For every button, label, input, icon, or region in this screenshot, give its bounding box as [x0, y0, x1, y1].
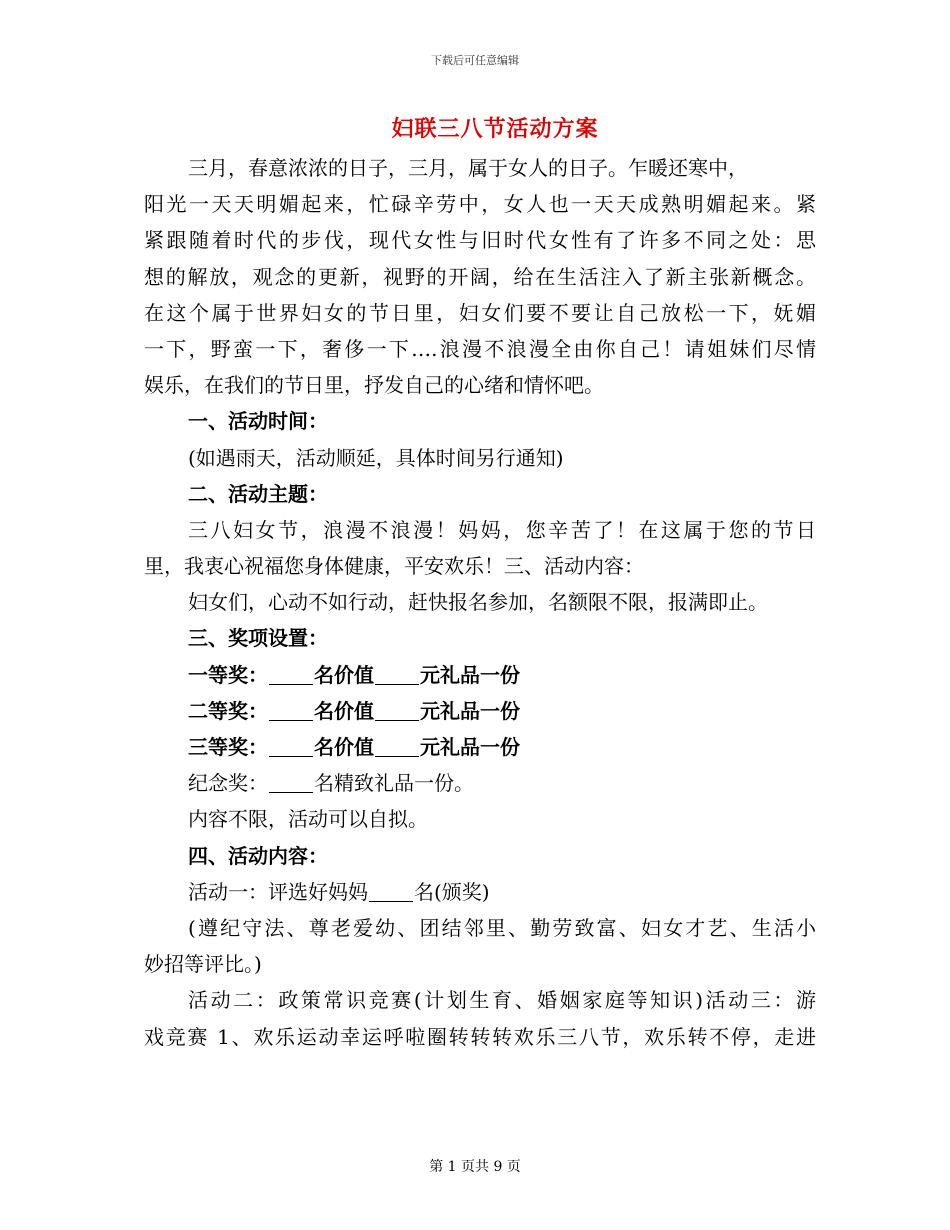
activity-one-line	[144, 874, 816, 910]
section-text-time: (如遇雨天，活动顺延，具体时间另行通知)	[188, 445, 564, 470]
prize-note: 内容不限，活动可以自拟。	[188, 807, 428, 832]
fill-blank	[375, 700, 419, 721]
theme-line: 三八妇女节，浪漫不浪漫！妈妈，您辛苦了！在这属于您的节日	[188, 517, 816, 542]
activity-one-label: 活动一：评选好妈妈	[188, 879, 368, 904]
prize-mid: 名价值	[314, 662, 374, 687]
page-header: 下载后可任意编辑	[431, 54, 519, 67]
fill-blank	[369, 881, 413, 902]
section-heading-time: 一、活动时间：	[188, 409, 328, 434]
document-title: 妇联三八节活动方案	[391, 116, 599, 142]
fill-blank	[269, 772, 313, 793]
activity-line: 戏竞赛 1、欢乐运动幸运呼啦圈转转转欢乐三八节，欢乐转不停，走进	[144, 1024, 816, 1049]
prize-end: 元礼品一份	[420, 735, 520, 759]
intro-line: 一下，野蛮一下，奢侈一下….浪漫不浪漫全由你自己！请姐妹们尽情	[144, 336, 816, 361]
section-heading-theme: 二、活动主题：	[188, 481, 328, 506]
intro-line: 紧跟随着时代的步伐，现代女性与旧时代女性有了许多不同之处：思	[144, 228, 816, 253]
prize-mid: 名价值	[314, 698, 374, 723]
fill-blank	[375, 736, 419, 757]
intro-line: 在这个属于世界妇女的节日里，妇女们要不要让自己放松一下，妩媚	[144, 300, 816, 325]
prize-label: 二等奖：	[188, 698, 268, 723]
prize-line-third	[144, 729, 816, 765]
prize-label: 纪念奖：	[188, 771, 268, 796]
theme-line: 妇女们，心动不如行动，赶快报名参加，名额限不限，报满即止。	[188, 590, 768, 615]
prize-label: 一等奖：	[188, 662, 268, 687]
intro-line: 阳光一天天明媚起来，忙碌辛劳中，女人也一天天成熟明媚起来。紧	[144, 192, 816, 217]
section-heading-activities: 四、活动内容：	[188, 843, 328, 868]
activity-line: 妙招等评比。)	[144, 952, 262, 977]
intro-line: 三月，春意浓浓的日子，三月，属于女人的日子。乍暖还寒中，	[188, 156, 748, 180]
page-footer: 第 1 页共 9 页	[429, 1159, 521, 1175]
activity-line: (遵纪守法、尊老爱幼、团结邻里、勤劳致富、妇女才艺、生活小	[188, 915, 816, 940]
theme-line: 里，我衷心祝福您身体健康，平安欢乐！三、活动内容：	[144, 554, 644, 579]
document-body	[144, 150, 816, 1055]
fill-blank	[269, 700, 313, 721]
prize-mid: 名价值	[314, 735, 374, 759]
activity-one-end: 名(颁奖)	[414, 879, 490, 904]
activity-line: 活动二：政策常识竞赛(计划生育、婚姻家庭等知识)活动三：游	[188, 988, 816, 1013]
fill-blank	[375, 664, 419, 685]
prize-label: 三等奖：	[188, 735, 268, 759]
prize-line-first	[144, 657, 816, 693]
intro-line: 想的解放，观念的更新，视野的开阔，给在生活注入了新主张新概念。	[144, 264, 816, 289]
section-heading-prizes: 三、奖项设置：	[188, 626, 328, 651]
prize-end: 名精致礼品一份。	[314, 771, 474, 796]
intro-line: 娱乐，在我们的节日里，抒发自己的心绪和情怀吧。	[144, 373, 604, 398]
prize-line-souvenir	[144, 765, 816, 801]
prize-end: 元礼品一份	[420, 698, 520, 723]
fill-blank	[269, 736, 313, 757]
fill-blank	[269, 664, 313, 685]
prize-line-second	[144, 693, 816, 729]
prize-end: 元礼品一份	[420, 662, 520, 687]
